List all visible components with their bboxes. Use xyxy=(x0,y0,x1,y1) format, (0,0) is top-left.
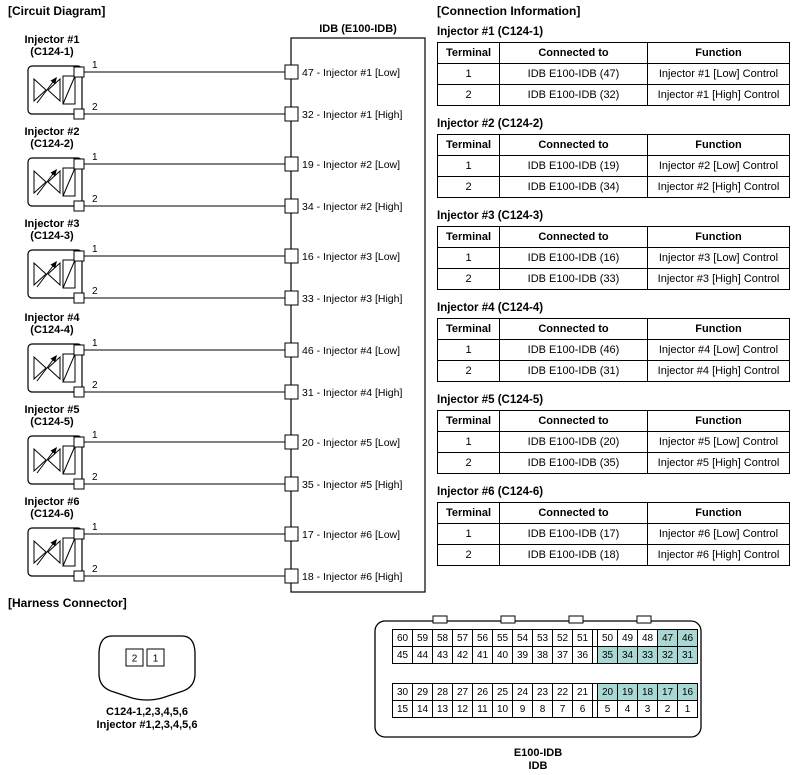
column-header: Connected to xyxy=(500,135,648,156)
column-header: Terminal xyxy=(438,227,500,248)
pin-cell: 42 xyxy=(453,647,473,664)
connection-table-group xyxy=(437,26,789,106)
connection-table-title: Injector #6 (C124-6) xyxy=(437,486,544,498)
pin-cell: 48 xyxy=(638,630,658,647)
pin-cell: 15 xyxy=(393,701,413,718)
injector-name: Injector #2 xyxy=(24,126,80,138)
table-cell: Injector #6 [Low] Control xyxy=(648,524,790,545)
pin-cell: 9 xyxy=(513,701,533,718)
pin-cell: 29 xyxy=(413,684,433,701)
connection-table xyxy=(437,318,790,382)
pin-cell: 14 xyxy=(413,701,433,718)
pin-cell: 56 xyxy=(473,630,493,647)
connection-table xyxy=(437,134,790,198)
table-cell: 2 xyxy=(438,453,500,474)
table-cell: 1 xyxy=(438,248,500,269)
harness-connector-heading: [Harness Connector] xyxy=(8,596,127,610)
terminal-pad-1 xyxy=(74,437,84,447)
terminal-number-1: 1 xyxy=(92,430,98,441)
column-header: Function xyxy=(648,43,790,64)
connection-table-group xyxy=(437,118,789,198)
table-cell: IDB E100-IDB (19) xyxy=(500,156,648,177)
table-cell: 1 xyxy=(438,64,500,85)
pin-cell: 54 xyxy=(513,630,533,647)
table-row xyxy=(438,177,790,198)
table-cell: IDB E100-IDB (17) xyxy=(500,524,648,545)
idb-pin-terminal-box xyxy=(285,291,298,305)
connection-table xyxy=(437,42,790,106)
table-cell: IDB E100-IDB (20) xyxy=(500,432,648,453)
column-header: Function xyxy=(648,135,790,156)
idb-pin-label: 33 - Injector #3 [High] xyxy=(302,293,403,305)
circuit-diagram xyxy=(0,0,435,600)
pin-cell: 57 xyxy=(453,630,473,647)
pin-cell: 25 xyxy=(493,684,513,701)
terminal-number-1: 1 xyxy=(92,338,98,349)
pin-cell: 55 xyxy=(493,630,513,647)
table-cell: Injector #6 [High] Control xyxy=(648,545,790,566)
connection-table-group xyxy=(437,486,789,566)
idb-pin-terminal-box xyxy=(285,477,298,491)
connection-information-tables xyxy=(437,26,789,578)
table-row xyxy=(438,64,790,85)
pin-cell: 20 xyxy=(598,684,618,701)
table-cell: IDB E100-IDB (47) xyxy=(500,64,648,85)
idb-pin-label: 31 - Injector #4 [High] xyxy=(302,387,403,399)
table-row xyxy=(438,432,790,453)
pin-cell: 53 xyxy=(533,630,553,647)
terminal-number-1: 1 xyxy=(92,152,98,163)
pin-cell: 37 xyxy=(553,647,573,664)
pin-cell: 51 xyxy=(573,630,593,647)
injector-name: Injector #5 xyxy=(24,404,80,416)
table-cell: IDB E100-IDB (33) xyxy=(500,269,648,290)
pin-cell: 45 xyxy=(393,647,413,664)
column-header: Terminal xyxy=(438,135,500,156)
column-header: Connected to xyxy=(500,503,648,524)
connection-table-group xyxy=(437,210,789,290)
injector-connector-code: (C124-5) xyxy=(30,416,74,428)
pin-row xyxy=(393,647,698,664)
terminal-number-2: 2 xyxy=(92,380,98,391)
terminal-pad-1 xyxy=(74,251,84,261)
pin-cell: 39 xyxy=(513,647,533,664)
idb-pin-terminal-box xyxy=(285,157,298,171)
idb-pin-label: 18 - Injector #6 [High] xyxy=(302,571,403,583)
table-row xyxy=(438,269,790,290)
idb-pin-label: 47 - Injector #1 [Low] xyxy=(302,67,401,79)
idb-pin-terminal-box xyxy=(285,65,298,79)
pin-row xyxy=(393,630,698,647)
table-header-row xyxy=(438,135,790,156)
table-cell: 1 xyxy=(438,432,500,453)
table-cell: IDB E100-IDB (34) xyxy=(500,177,648,198)
idb-pin-terminal-box xyxy=(285,107,298,121)
table-row xyxy=(438,248,790,269)
injector-connector-code: (C124-4) xyxy=(30,324,74,336)
idb-pin-terminal-box xyxy=(285,569,298,583)
idb-pinout xyxy=(373,615,703,775)
table-cell: 1 xyxy=(438,524,500,545)
pin-cell: 28 xyxy=(433,684,453,701)
terminal-number-2: 2 xyxy=(92,564,98,575)
pin-cell: 58 xyxy=(433,630,453,647)
column-header: Terminal xyxy=(438,503,500,524)
table-row xyxy=(438,340,790,361)
pin-cell: 10 xyxy=(493,701,513,718)
idb-pin-label: 35 - Injector #5 [High] xyxy=(302,479,403,491)
column-header: Terminal xyxy=(438,411,500,432)
table-cell: IDB E100-IDB (18) xyxy=(500,545,648,566)
pin-cell: 41 xyxy=(473,647,493,664)
pin-cell: 8 xyxy=(533,701,553,718)
pin-cell: 4 xyxy=(618,701,638,718)
pin-cell: 7 xyxy=(553,701,573,718)
table-row xyxy=(438,524,790,545)
idb-pin-terminal-box xyxy=(285,343,298,357)
connection-table xyxy=(437,226,790,290)
pin-cell: 46 xyxy=(678,630,698,647)
terminal-pad-2 xyxy=(74,201,84,211)
pin-cell: 35 xyxy=(598,647,618,664)
table-row xyxy=(438,85,790,106)
connection-table-group xyxy=(437,302,789,382)
idb-pin-label: 46 - Injector #4 [Low] xyxy=(302,345,401,357)
pin-cell: 49 xyxy=(618,630,638,647)
pin-cell: 18 xyxy=(638,684,658,701)
pin-cell: 32 xyxy=(658,647,678,664)
table-row xyxy=(438,545,790,566)
pin-cell: 12 xyxy=(453,701,473,718)
table-cell: Injector #1 [Low] Control xyxy=(648,64,790,85)
idb-pin-terminal-box xyxy=(285,435,298,449)
harness-terminal-1-label: 1 xyxy=(152,653,159,665)
column-header: Function xyxy=(648,227,790,248)
idb-pin-label: 16 - Injector #3 [Low] xyxy=(302,251,401,263)
connection-table-group xyxy=(437,394,789,474)
pin-row xyxy=(393,684,698,701)
table-cell: IDB E100-IDB (46) xyxy=(500,340,648,361)
pin-cell: 38 xyxy=(533,647,553,664)
terminal-number-1: 1 xyxy=(92,60,98,71)
pin-cell: 17 xyxy=(658,684,678,701)
pin-cell: 31 xyxy=(678,647,698,664)
pin-cell: 60 xyxy=(393,630,413,647)
pin-cell: 30 xyxy=(393,684,413,701)
column-header: Connected to xyxy=(500,319,648,340)
pin-cell: 2 xyxy=(658,701,678,718)
pin-cell: 59 xyxy=(413,630,433,647)
idb-pin-label: 17 - Injector #6 [Low] xyxy=(302,529,401,541)
column-header: Connected to xyxy=(500,411,648,432)
pin-cell: 24 xyxy=(513,684,533,701)
pin-cell: 21 xyxy=(573,684,593,701)
injector-name: Injector #1 xyxy=(24,34,80,46)
column-header: Connected to xyxy=(500,43,648,64)
table-header-row xyxy=(438,43,790,64)
pin-cell: 36 xyxy=(573,647,593,664)
harness-caption xyxy=(62,706,232,732)
terminal-pad-1 xyxy=(74,529,84,539)
pin-cell: 47 xyxy=(658,630,678,647)
injector-name: Injector #6 xyxy=(24,496,80,508)
connection-table-title: Injector #1 (C124-1) xyxy=(437,26,544,38)
table-header-row xyxy=(438,503,790,524)
harness-connector-drawing xyxy=(92,628,202,706)
connection-table-title: Injector #5 (C124-5) xyxy=(437,394,544,406)
pin-cell: 43 xyxy=(433,647,453,664)
table-cell: Injector #1 [High] Control xyxy=(648,85,790,106)
terminal-number-2: 2 xyxy=(92,102,98,113)
table-cell: Injector #3 [High] Control xyxy=(648,269,790,290)
connection-table-title: Injector #3 (C124-3) xyxy=(437,210,544,222)
table-cell: IDB E100-IDB (32) xyxy=(500,85,648,106)
pin-cell: 5 xyxy=(598,701,618,718)
table-cell: IDB E100-IDB (31) xyxy=(500,361,648,382)
injector-name: Injector #4 xyxy=(24,312,80,324)
pin-row xyxy=(393,701,698,718)
connection-table-title: Injector #4 (C124-4) xyxy=(437,302,544,314)
table-cell: 2 xyxy=(438,269,500,290)
column-header: Terminal xyxy=(438,319,500,340)
idb-pin-terminal-box xyxy=(285,527,298,541)
injector-connector-code: (C124-2) xyxy=(30,138,74,150)
pin-cell: 11 xyxy=(473,701,493,718)
idb-pin-label: 19 - Injector #2 [Low] xyxy=(302,159,401,171)
table-cell: 2 xyxy=(438,85,500,106)
terminal-number-2: 2 xyxy=(92,472,98,483)
pin-cell: 6 xyxy=(573,701,593,718)
harness-terminal-2-label: 2 xyxy=(131,653,138,665)
idb-pin-terminal-box xyxy=(285,249,298,263)
injector-connector-code: (C124-1) xyxy=(30,46,74,58)
injector-connector-code: (C124-6) xyxy=(30,508,74,520)
circuit-diagram-heading: [Circuit Diagram] xyxy=(8,4,106,18)
terminal-pad-2 xyxy=(74,571,84,581)
pin-cell: 52 xyxy=(553,630,573,647)
pin-cell: 22 xyxy=(553,684,573,701)
pin-cell: 13 xyxy=(433,701,453,718)
pinout-caption-line1: E100-IDB xyxy=(513,747,563,759)
connection-table xyxy=(437,410,790,474)
table-cell: Injector #2 [High] Control xyxy=(648,177,790,198)
harness-caption-line2: Injector #1,2,3,4,5,6 xyxy=(96,719,198,731)
pin-cell: 26 xyxy=(473,684,493,701)
connection-table xyxy=(437,502,790,566)
pin-cell: 44 xyxy=(413,647,433,664)
terminal-number-1: 1 xyxy=(92,244,98,255)
pin-grid xyxy=(392,629,698,664)
table-row xyxy=(438,361,790,382)
idb-pin-label: 34 - Injector #2 [High] xyxy=(302,201,403,213)
terminal-pad-2 xyxy=(74,479,84,489)
pinout-caption xyxy=(373,747,703,773)
idb-pin-terminal-box xyxy=(285,385,298,399)
terminal-pad-2 xyxy=(74,293,84,303)
pin-cell: 19 xyxy=(618,684,638,701)
injector-connector-code: (C124-3) xyxy=(30,230,74,242)
table-cell: IDB E100-IDB (16) xyxy=(500,248,648,269)
connection-table-title: Injector #2 (C124-2) xyxy=(437,118,544,130)
table-header-row xyxy=(438,319,790,340)
table-cell: Injector #5 [Low] Control xyxy=(648,432,790,453)
table-cell: Injector #3 [Low] Control xyxy=(648,248,790,269)
pin-cell: 50 xyxy=(598,630,618,647)
pinout-caption-line2: IDB xyxy=(528,760,548,772)
table-cell: 1 xyxy=(438,340,500,361)
table-cell: 2 xyxy=(438,545,500,566)
connector-housing-outline xyxy=(99,636,195,700)
table-cell: 2 xyxy=(438,361,500,382)
pin-cell: 27 xyxy=(453,684,473,701)
terminal-number-2: 2 xyxy=(92,194,98,205)
pin-cell: 23 xyxy=(533,684,553,701)
pin-grid xyxy=(392,683,698,718)
terminal-pad-2 xyxy=(74,387,84,397)
harness-caption-line1: C124-1,2,3,4,5,6 xyxy=(106,706,188,718)
injector-name: Injector #3 xyxy=(24,218,80,230)
table-header-row xyxy=(438,411,790,432)
table-cell: Injector #4 [Low] Control xyxy=(648,340,790,361)
column-header: Function xyxy=(648,319,790,340)
pin-cell: 33 xyxy=(638,647,658,664)
terminal-number-2: 2 xyxy=(92,286,98,297)
pin-cell: 3 xyxy=(638,701,658,718)
terminal-number-1: 1 xyxy=(92,522,98,533)
idb-pin-terminal-box xyxy=(285,199,298,213)
connection-information-heading: [Connection Information] xyxy=(437,4,581,18)
pin-cell: 16 xyxy=(678,684,698,701)
pin-grids xyxy=(373,615,703,743)
idb-pin-label: 20 - Injector #5 [Low] xyxy=(302,437,401,449)
terminal-pad-1 xyxy=(74,67,84,77)
table-cell: 1 xyxy=(438,156,500,177)
idb-title: IDB (E100-IDB) xyxy=(319,23,397,35)
table-cell: 2 xyxy=(438,177,500,198)
pin-cell: 34 xyxy=(618,647,638,664)
table-row xyxy=(438,453,790,474)
column-header: Terminal xyxy=(438,43,500,64)
table-row xyxy=(438,156,790,177)
column-header: Function xyxy=(648,503,790,524)
terminal-pad-2 xyxy=(74,109,84,119)
pin-cell: 1 xyxy=(678,701,698,718)
terminal-pad-1 xyxy=(74,345,84,355)
idb-pin-label: 32 - Injector #1 [High] xyxy=(302,109,403,121)
table-cell: Injector #4 [High] Control xyxy=(648,361,790,382)
terminal-pad-1 xyxy=(74,159,84,169)
idb-box xyxy=(291,38,425,592)
table-header-row xyxy=(438,227,790,248)
table-cell: Injector #5 [High] Control xyxy=(648,453,790,474)
column-header: Connected to xyxy=(500,227,648,248)
column-header: Function xyxy=(648,411,790,432)
pin-cell: 40 xyxy=(493,647,513,664)
table-cell: Injector #2 [Low] Control xyxy=(648,156,790,177)
table-cell: IDB E100-IDB (35) xyxy=(500,453,648,474)
